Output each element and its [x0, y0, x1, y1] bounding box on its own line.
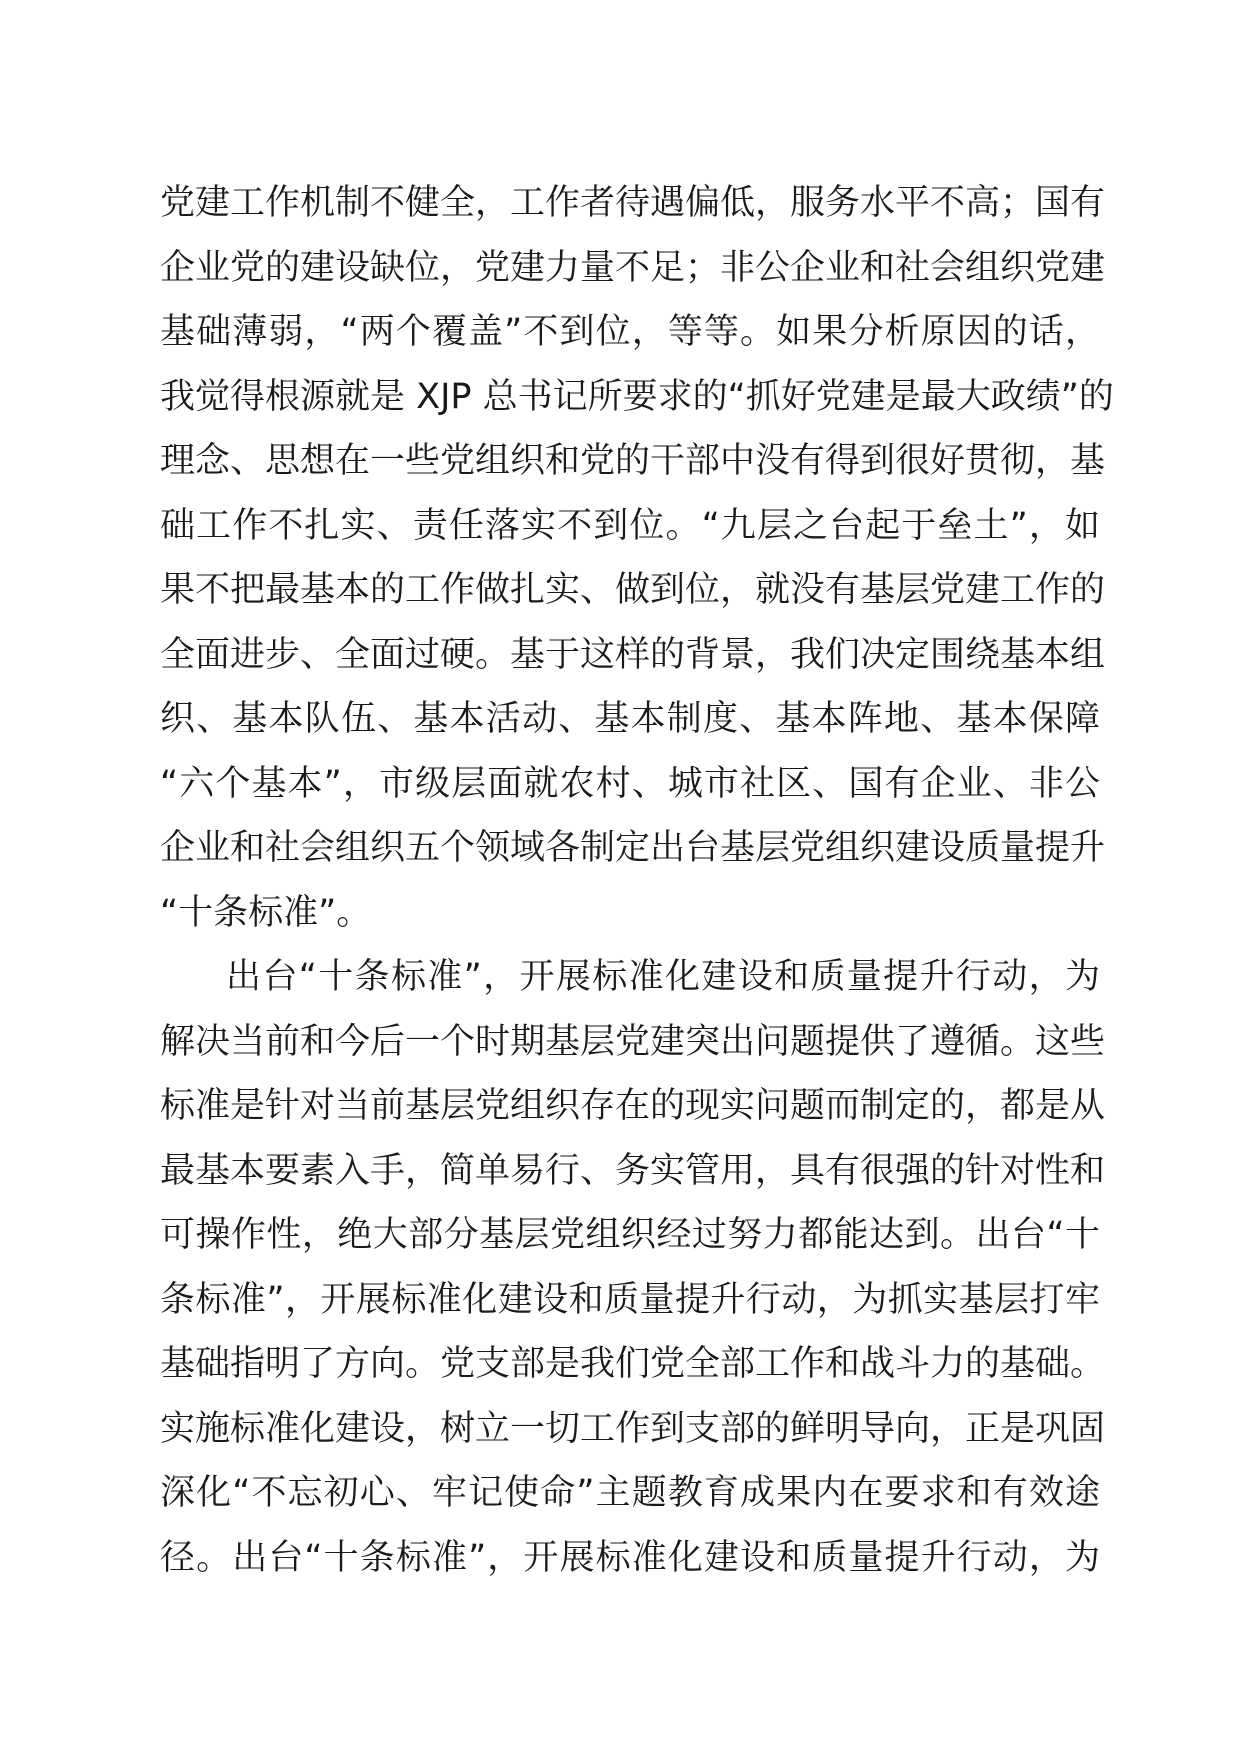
text-line: 实施标准化建设，树立一切工作到支部的鲜明导向，正是巩固	[160, 1408, 1106, 1449]
text-line: 企业党的建设缺位，党建力量不足；非公企业和社会组织党建	[160, 247, 1106, 288]
text-line: 党建工作机制不健全，工作者待遇偏低，服务水平不高；国有	[160, 183, 1106, 223]
text-line: 织、基本队伍、基本活动、基本制度、基本阵地、基本保障	[160, 699, 1100, 739]
text-line: 深化“不忘初心、牢记使命”主题教育成果内在要求和有效途	[160, 1473, 1100, 1513]
text-line: 基础指明了方向。党支部是我们党全部工作和战斗力的基础。	[160, 1344, 1106, 1384]
text-line: 企业和社会组织五个领域各制定出台基层党组织建设质量提升	[160, 828, 1106, 868]
text-line: 可操作性，绝大部分基层党组织经过努力都能达到。出台“十	[160, 1215, 1100, 1255]
text-line: 全面进步、全面过硬。基于这样的背景，我们决定围绕基本组	[160, 634, 1106, 675]
text-line: 标准是针对当前基层党组织存在的现实问题而制定的，都是从	[160, 1086, 1106, 1126]
text-line: 基础薄弱，“两个覆盖”不到位，等等。如果分析原因的话，	[160, 312, 1100, 352]
text-line: 我觉得根源就是 XJP 总书记所要求的“抓好党建是最大政绩”的	[160, 376, 1114, 417]
text-line: “六个基本”，市级层面就农村、城市社区、国有企业、非公	[160, 763, 1100, 804]
text-line: 理念、思想在一些党组织和党的干部中没有得到很好贯彻，基	[160, 441, 1106, 481]
text-line: 径。出台“十条标准”，开展标准化建设和质量提升行动，为	[160, 1537, 1100, 1578]
text-line: 础工作不扎实、责任落实不到位。“九层之台起于垒土”，如	[160, 505, 1100, 546]
text-line: 最基本要素入手，简单易行、务实管用，具有很强的针对性和	[160, 1150, 1106, 1191]
text-line: “十条标准”。	[160, 892, 372, 933]
text-line: 解决当前和今后一个时期基层党建突出问题提供了遵循。这些	[160, 1021, 1106, 1062]
document-body	[160, 171, 1114, 1590]
paragraph-first-line: 出台“十条标准”，开展标准化建设和质量提升行动，为	[226, 957, 1100, 997]
text-line: 条标准”，开展标准化建设和质量提升行动，为抓实基层打牢	[160, 1279, 1100, 1320]
text-line: 果不把最基本的工作做扎实、做到位，就没有基层党建工作的	[160, 570, 1106, 610]
